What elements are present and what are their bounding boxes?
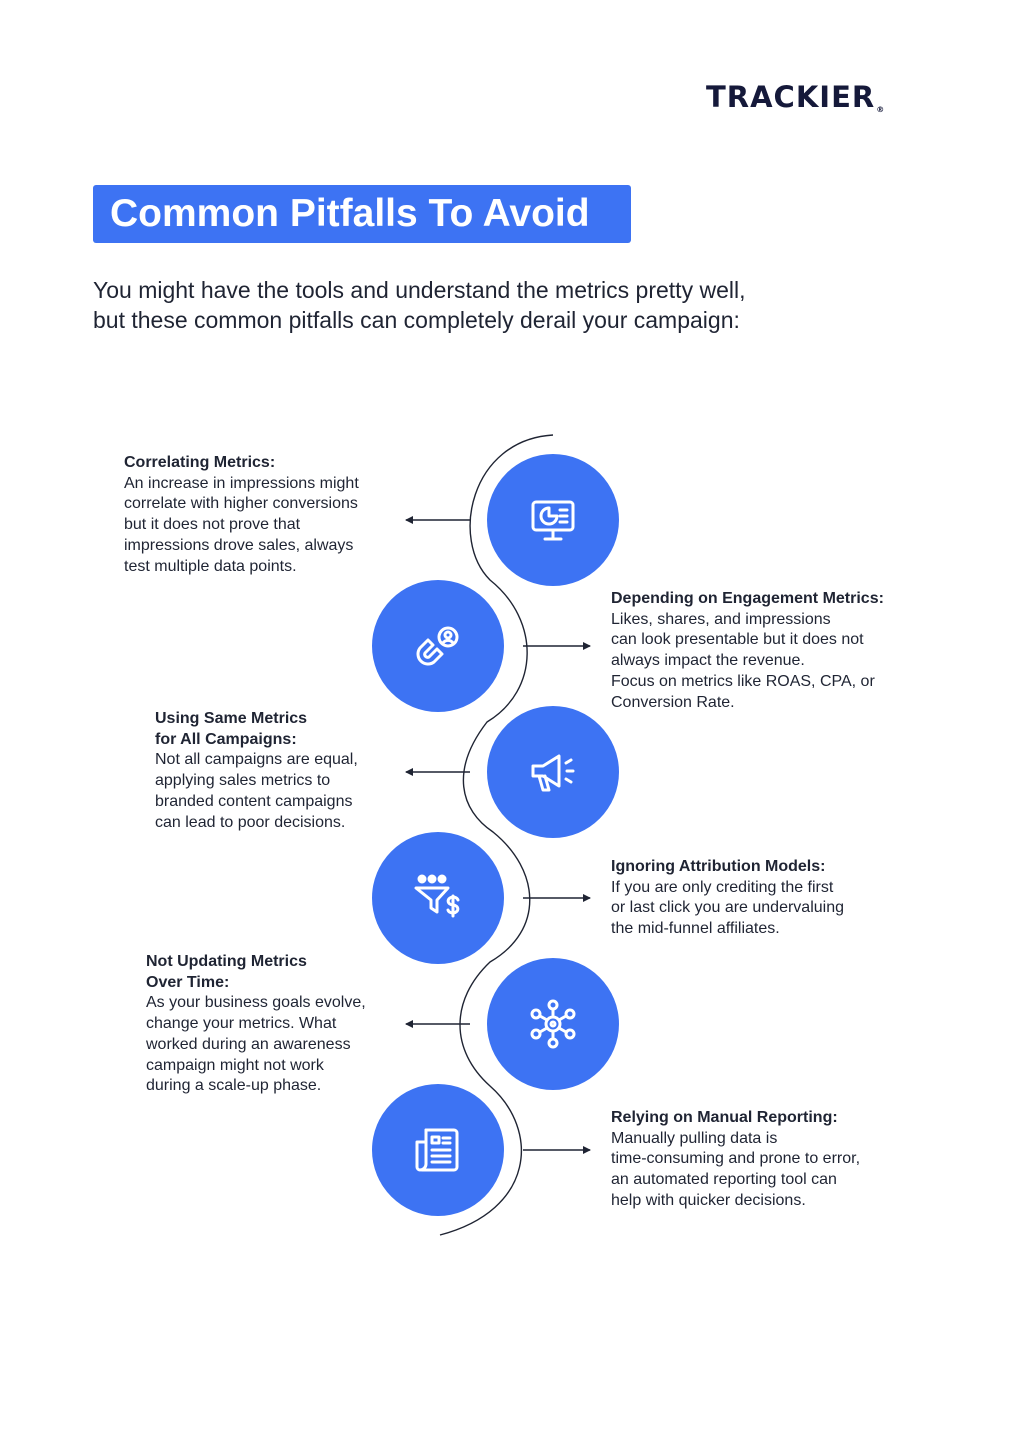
pitfall-4-body-line: the mid-funnel affiliates. (611, 920, 780, 938)
pitfall-1-body-line: but it does not prove that (124, 516, 301, 534)
logo-registered-mark: ® (876, 105, 886, 114)
pitfall-6-text (611, 1108, 860, 1212)
pitfall-3-body-line: Not all campaigns are equal, (155, 751, 358, 769)
pitfall-2-body-line: can look presentable but it does not (611, 631, 864, 649)
pitfall-1-body-line: test multiple data points. (124, 557, 297, 575)
pitfall-6-body-line: time-consuming and prone to error, (611, 1150, 861, 1168)
monitor-chart-icon (527, 494, 579, 546)
pitfall-1-body-line: correlate with higher conversions (124, 495, 358, 513)
pitfall-5-body-line: campaign might not work (146, 1056, 324, 1074)
pitfall-4-body-line: If you are only crediting the first (611, 878, 834, 896)
pitfall-3-text (155, 709, 358, 833)
step-1-circle (487, 454, 619, 586)
pitfall-1-body-line: An increase in impressions might (124, 474, 359, 492)
pitfall-4-body-line: or last click you are undervaluing (611, 899, 845, 917)
pitfall-2-body-line: Likes, shares, and impressions (611, 610, 831, 628)
pitfall-5-text (146, 952, 366, 1097)
pitfall-2-body-line: Conversion Rate. (611, 693, 735, 711)
megaphone-icon (527, 746, 579, 798)
pitfall-3-heading: for All Campaigns: (155, 730, 297, 748)
pitfall-2-heading: Depending on Engagement Metrics: (611, 590, 884, 607)
pitfall-3-body-line: can lead to poor decisions. (155, 813, 346, 831)
pitfall-2-text (611, 589, 884, 713)
magnet-user-icon (412, 620, 464, 672)
pitfall-6-heading: Relying on Manual Reporting: (611, 1109, 838, 1126)
pitfall-2-body-line: always impact the revenue. (611, 652, 805, 670)
step-5-circle (487, 958, 619, 1090)
network-gear-icon (527, 998, 579, 1050)
pitfall-1-body-line: impressions drove sales, always (124, 536, 354, 554)
page-title: Common Pitfalls To Avoid (110, 192, 590, 235)
pitfall-3-body-line: applying sales metrics to (155, 772, 331, 790)
pitfall-1-text (124, 453, 359, 577)
pitfall-2-body-line: Focus on metrics like ROAS, CPA, or (611, 672, 875, 690)
pitfall-6-body-line: help with quicker decisions. (611, 1191, 806, 1209)
pitfall-5-body-line: worked during an awareness (146, 1035, 351, 1053)
pitfall-5-body-line: change your metrics. What (146, 1015, 337, 1033)
pitfall-6-body-line: an automated reporting tool can (611, 1171, 837, 1189)
pitfall-5-heading: Not Updating Metrics (146, 953, 307, 970)
step-3-circle (487, 706, 619, 838)
report-document-icon (412, 1124, 464, 1176)
funnel-dollar-icon (412, 872, 464, 924)
pitfall-3-heading: Using Same Metrics (155, 710, 308, 727)
pitfall-5-body-line: during a scale-up phase. (146, 1077, 322, 1095)
step-4-circle (372, 832, 504, 964)
logo-text: TRACKIER (706, 80, 876, 114)
pitfall-3-body-line: branded content campaigns (155, 792, 353, 810)
pitfall-4-text (611, 857, 844, 940)
pitfall-5-body-line: As your business goals evolve, (146, 994, 366, 1012)
intro-line-1: You might have the tools and understand the metrics pretty well, (93, 277, 746, 303)
pitfall-6-body-line: Manually pulling data is (611, 1129, 778, 1147)
pitfall-5-heading: Over Time: (146, 973, 230, 991)
step-6-circle (372, 1084, 504, 1216)
pitfall-4-heading: Ignoring Attribution Models: (611, 858, 826, 875)
pitfall-1-heading: Correlating Metrics: (124, 454, 276, 471)
step-2-circle (372, 580, 504, 712)
intro-line-2: but these common pitfalls can completely derail your campaign: (93, 307, 740, 333)
